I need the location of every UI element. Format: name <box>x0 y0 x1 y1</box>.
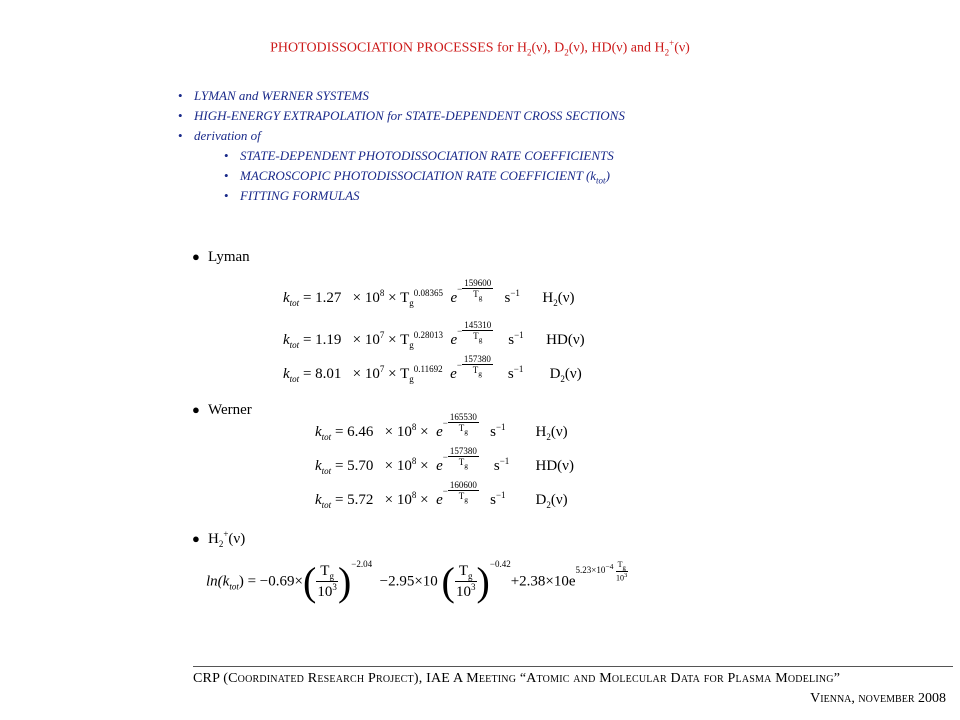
werner-eq-3: $k_{tot} = 5.72 \times 10^8 \times e-$ $\frac{160600}{T_g}$ $s^{-1}$ $D_2(\nu)$ <box>315 480 568 510</box>
bullet-list <box>178 86 625 206</box>
list-item: • LYMAN and WERNER SYSTEMS <box>178 88 369 103</box>
werner-eq-1: $k_{tot} = 6.46 \times 10^8 \times e-$ $\frac{165530}{T_g}$ $s^{-1}$ $H_2(\nu)$ <box>315 412 568 442</box>
lyman-eq-2: $k_{tot} = 1.19 \times 10^7 \times T_g^{0.28013}$ e− $\frac{145310}{T_g}$ $s^{-1}$ HD(ν) <box>283 320 585 350</box>
footer-line-1: CRP (Coordinated Research Project), IAE A Meeting “Atomic and Molecular Data for Plasma Modeling” <box>193 671 841 686</box>
footer-line-2: Vienna, november 2008 <box>810 691 946 706</box>
list-item: • MACROSCOPIC PHOTODISSOCIATION RATE COEFFICIENT $(k_{tot})$ <box>224 168 610 186</box>
list-item: • FITTING FORMULAS <box>224 188 360 203</box>
h2plus-formula: $\ln(k_{tot}) = -0.69\times$( $\frac{T_g}{10^3})^{-2.04} -2.95\times 10$ ( $\frac{T_g}{10^3})^{-0.42}+2.38\times 10e^{5.23\times 10^{-4} \frac{T_g}{10^3}}$ <box>206 559 628 604</box>
list-item: • HIGH-ENERGY EXTRAPOLATION for STATE-DEPENDENT CROSS SECTIONS <box>178 108 625 123</box>
werner-eq-2: $k_{tot} = 5.70 \times 10^8 \times e-$ $\frac{157380}{T_g}$ $s^{-1}$ HD(ν) <box>315 446 574 476</box>
section-h2plus: ● $H_2^+(\nu)$ <box>192 529 246 549</box>
section-lyman: ● Lyman <box>192 249 250 265</box>
lyman-eq-1: $k_{tot} = 1.27 \times 10^8 \times T_g^{0.08365}$ e− $\frac{159600}{T_g}$ $s^{-1}$ $H_2(\nu)$ <box>283 278 575 308</box>
footer-divider <box>193 666 953 667</box>
section-werner: ● Werner <box>192 402 252 418</box>
lyman-eq-3: $k_{tot} = 8.01 \times 10^7 \times T_g^{0.11692}$ e− $\frac{157380}{T_g}$ $s^{-1}$ $D_2(\nu)$ <box>283 354 582 384</box>
list-item: • STATE-DEPENDENT PHOTODISSOCIATION RATE COEFFICIENTS <box>224 148 614 163</box>
slide-title: PHOTODISSOCIATION PROCESSES for $H_2(\nu)$, $D_2(\nu)$, HD(ν) and $H_2^+(\nu)$ <box>270 38 690 58</box>
list-item: • derivation of <box>178 128 261 143</box>
